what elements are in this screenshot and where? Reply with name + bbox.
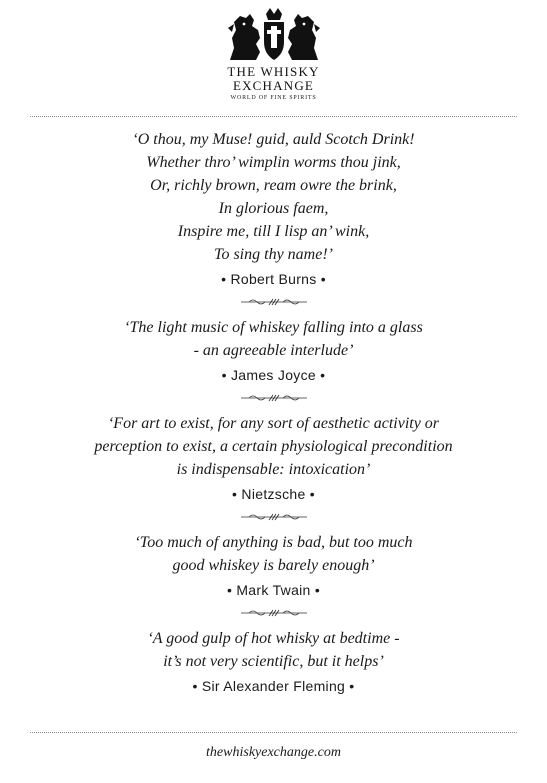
flourish-divider-icon xyxy=(239,297,309,307)
top-divider xyxy=(30,116,517,117)
quote-line: Or, richly brown, ream owre the brink, xyxy=(150,177,397,194)
quote-author: • James Joyce • xyxy=(221,367,326,383)
quote-author: • Sir Alexander Fleming • xyxy=(192,678,355,694)
quote-block xyxy=(0,128,547,289)
quote-line: ‘Too much of anything is bad, but too much xyxy=(134,534,413,551)
quote-line: perception to exist, a certain physiological precondition xyxy=(94,438,453,455)
quote-line: Whether thro’ wimplin worms thou jink, xyxy=(146,154,401,171)
quote-line: ‘A good gulp of hot whisky at bedtime - xyxy=(147,630,400,647)
lion-crest-icon xyxy=(226,8,322,64)
quote-line: it’s not very scientific, but it helps’ xyxy=(163,653,384,670)
quote-line: To sing thy name!’ xyxy=(214,246,333,263)
quote-line: good whiskey is barely enough’ xyxy=(172,557,375,574)
quote-line: ‘For art to exist, for any sort of aesthetic activity or xyxy=(107,415,440,432)
flourish-divider-icon xyxy=(239,393,309,403)
quote-line: is indispensable: intoxication’ xyxy=(176,461,371,478)
quote-block xyxy=(0,531,547,600)
flourish-divider-icon xyxy=(239,608,309,618)
quote-author: • Robert Burns • xyxy=(221,271,326,287)
quote-block xyxy=(0,316,547,385)
quote-line: In glorious faem, xyxy=(218,200,329,217)
quote-line: Inspire me, till I lisp an’ wink, xyxy=(177,223,370,240)
quote-author: • Mark Twain • xyxy=(226,582,321,598)
quote-line: ‘The light music of whiskey falling into a glass xyxy=(124,319,423,336)
quote-author: • Nietzsche • xyxy=(232,486,315,502)
brand-name-line1: THE WHISKY xyxy=(227,64,320,79)
quotes-list xyxy=(0,128,547,696)
brand-tagline: WORLD OF FINE SPIRITS xyxy=(230,95,317,101)
bottom-divider xyxy=(30,732,517,733)
quote-line: ‘O thou, my Muse! guid, auld Scotch Drink! xyxy=(132,131,415,148)
brand-logo xyxy=(0,8,547,101)
quote-block xyxy=(0,627,547,696)
website-link[interactable]: thewhiskyexchange.com xyxy=(206,745,341,760)
quote-block xyxy=(0,412,547,504)
quote-line: - an agreeable interlude’ xyxy=(193,342,354,359)
brand-name-line2: EXCHANGE xyxy=(232,78,315,93)
flourish-divider-icon xyxy=(239,512,309,522)
